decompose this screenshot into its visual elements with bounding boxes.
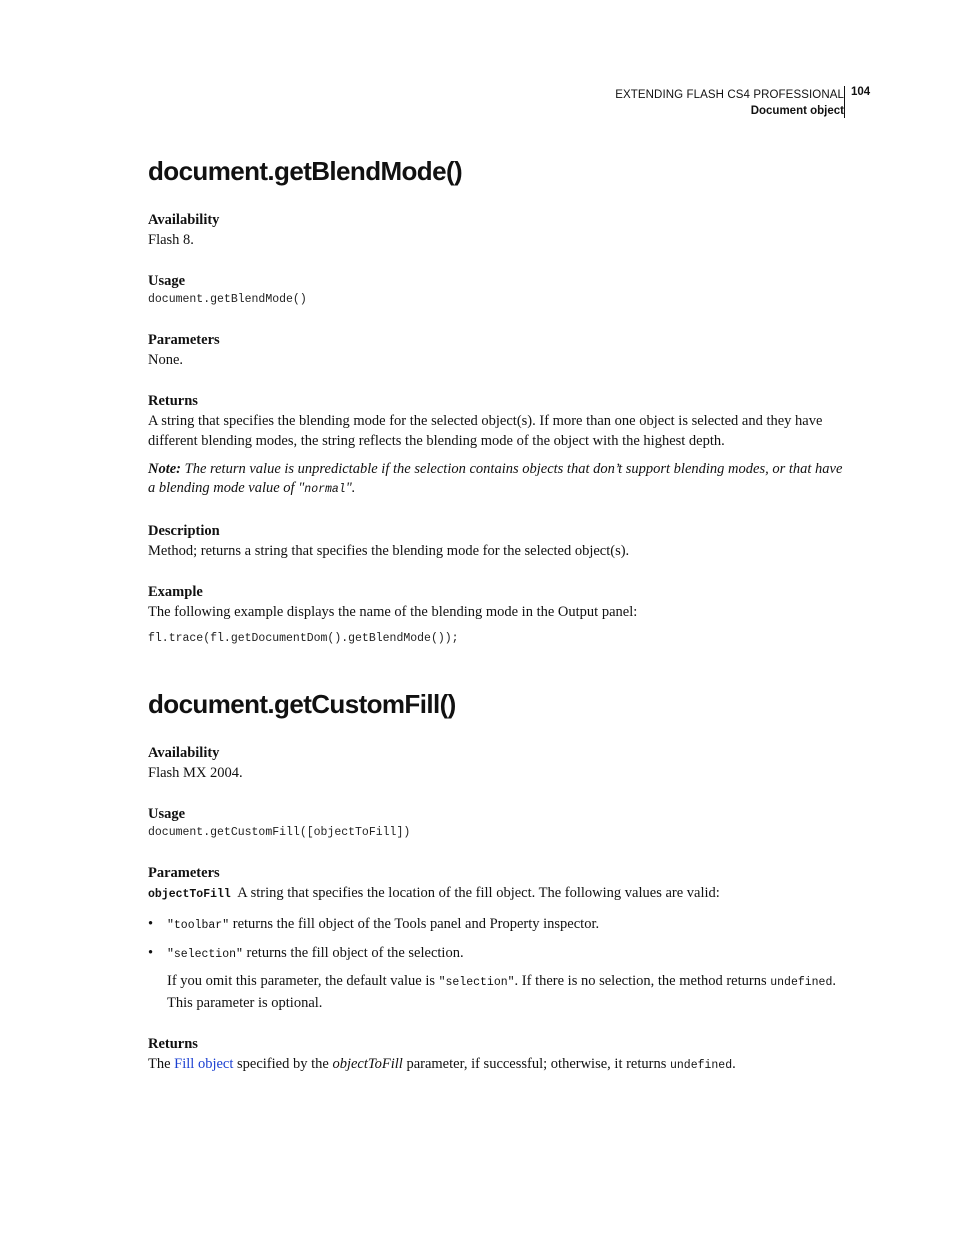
bullet-icon: • xyxy=(148,916,154,932)
section-title: Document object xyxy=(750,105,844,117)
omit-paragraph xyxy=(148,971,848,1013)
heading-getblendmode: document.getBlendMode() xyxy=(148,156,463,186)
list-item xyxy=(148,914,848,936)
usage-heading: Usage xyxy=(148,273,186,289)
omit-code: undefined xyxy=(770,976,833,989)
returns-part: specified by the xyxy=(233,1056,333,1072)
running-header xyxy=(615,87,844,119)
page-number: 104 xyxy=(851,86,871,98)
returns-italic: objectToFill xyxy=(332,1056,403,1072)
availability-heading: Availability xyxy=(148,212,220,228)
bullet-text: returns the fill object of the Tools panel and Property inspector. xyxy=(229,916,600,932)
availability-text: Flash MX 2004. xyxy=(148,765,243,781)
fill-object-link[interactable]: Fill object xyxy=(174,1056,234,1072)
availability-text: Flash 8. xyxy=(148,232,194,248)
parameter-name: objectToFill xyxy=(148,888,231,901)
description-text: Method; returns a string that specifies the blending mode for the selected object(s). xyxy=(148,543,630,559)
parameter-entry xyxy=(148,883,848,905)
omit-text: . If there is no selection, the method returns xyxy=(514,973,771,989)
omit-text: If you omit this parameter, the default value is xyxy=(167,973,439,989)
example-text: The following example displays the name of the blending mode in the Output panel: xyxy=(148,604,638,620)
main-content xyxy=(148,153,848,1076)
example-code: fl.trace(fl.getDocumentDom().getBlendMode()); xyxy=(148,632,459,645)
usage-code: document.getCustomFill([objectToFill]) xyxy=(148,826,411,839)
bullet-text: returns the fill object of the selection. xyxy=(242,945,464,961)
omit-text: . This parameter is optional. xyxy=(167,973,836,1011)
bullet-icon: • xyxy=(148,945,154,961)
parameter-text: A string that specifies the location of the fill object. The following values are valid: xyxy=(237,885,720,901)
parameters-heading: Parameters xyxy=(148,865,220,881)
header-divider xyxy=(844,86,845,118)
bullet-code: "selection" xyxy=(167,948,243,961)
example-heading: Example xyxy=(148,584,203,600)
note-end: ". xyxy=(345,480,356,496)
availability-heading: Availability xyxy=(148,745,220,761)
note-text: The return value is unpredictable if the selection contains objects that don’t support blending modes, or that have a blending mode value of " xyxy=(148,461,843,496)
returns-part: The xyxy=(148,1056,175,1072)
bullet-code: "toolbar" xyxy=(167,919,230,932)
description-heading: Description xyxy=(148,523,220,539)
returns-heading: Returns xyxy=(148,1036,198,1052)
returns-heading: Returns xyxy=(148,393,198,409)
returns-text: A string that specifies the blending mode for the selected object(s). If more than one object is selected and they have different blending modes, the string reflects the blending mode of the object with the highest depth. xyxy=(148,413,823,449)
returns-part: parameter, if successful; otherwise, it returns xyxy=(402,1056,670,1072)
returns-code: undefined xyxy=(670,1059,733,1072)
usage-heading: Usage xyxy=(148,806,186,822)
parameters-heading: Parameters xyxy=(148,332,220,348)
heading-getcustomfill: document.getCustomFill() xyxy=(148,689,456,719)
parameters-text: None. xyxy=(148,352,184,368)
omit-code: "selection" xyxy=(438,976,515,989)
note-label: Note: xyxy=(148,461,182,477)
usage-code: document.getBlendMode() xyxy=(148,293,307,306)
book-title: EXTENDING FLASH CS4 PROFESSIONAL xyxy=(615,89,844,101)
list-item xyxy=(148,943,848,965)
returns-text xyxy=(148,1054,848,1076)
note xyxy=(148,460,848,499)
returns-part: . xyxy=(732,1056,736,1072)
note-code: normal xyxy=(304,483,346,496)
